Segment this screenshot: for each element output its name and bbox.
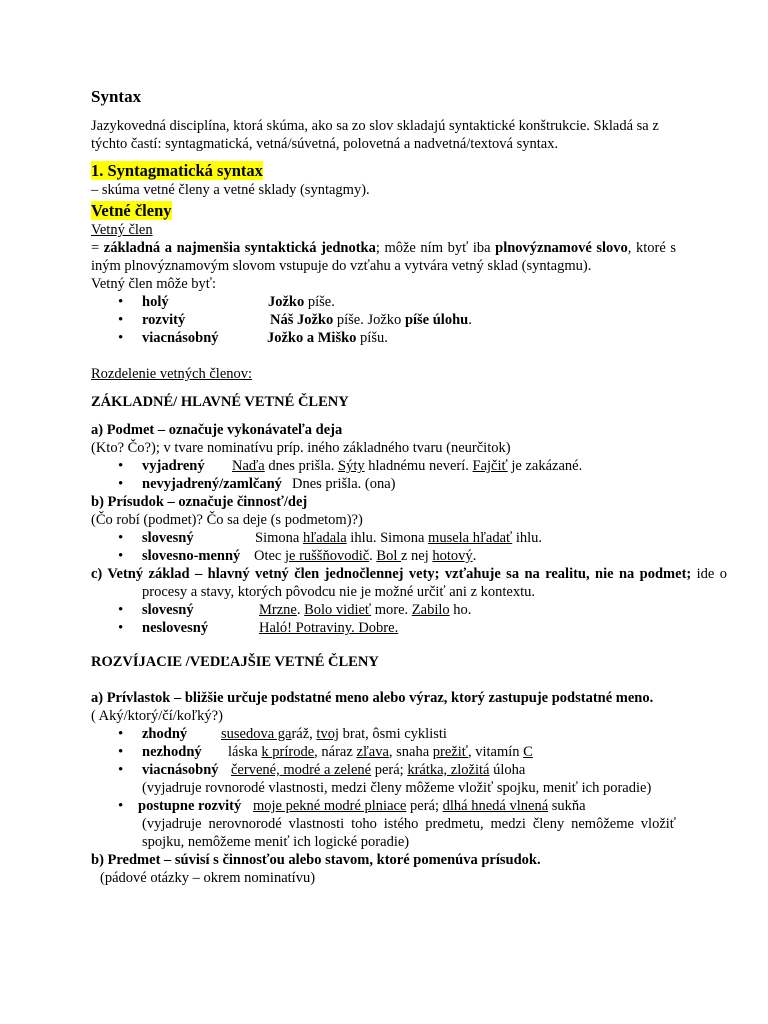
list-item: • postupne rozvitý moje pekné modré plniace perá; dlhá hnedá vlnená sukňa: [91, 797, 676, 815]
list-item-note: (vyjadruje nerovnorodé vlastnosti toho istého predmetu, medzi členy nemôžeme vložiť spojku, nemôžeme meniť ich logické poradie): [142, 816, 676, 850]
list-item: • vyjadrený Naďa dnes prišla. Sýty hladnému neverí. Fajčiť je zakázané.: [91, 457, 676, 475]
prisudok-question: (Čo robí (podmet)? Čo sa deje (s podmetom)?): [91, 512, 363, 528]
page-title: Syntax: [91, 87, 142, 106]
privlastok-heading: a) Prívlastok – bližšie určuje podstatné meno alebo výraz, ktorý zastupuje podstatné meno.: [91, 690, 654, 706]
document-page: [91, 86, 728, 887]
privlastok-question: ( Aký/ktorý/čí/koľký?): [91, 708, 223, 724]
podmet-question: (Kto? Čo?); v tvare nominatívu príp. iného základného tvaru (neurčitok): [91, 440, 511, 456]
list-item: • nevyjadrený/zamlčaný Dnes prišla. (ona): [91, 475, 676, 493]
vetny-clen-subheading: Vetný člen: [91, 222, 153, 238]
vetny-zaklad-heading: c) Vetný základ – hlavný vetný člen jednočlennej vety; vzťahuje sa na realitu, nie na podmet; ide o procesy a stavy, ktorých pôvodcu nie je možné určiť ani z kontextu.: [91, 566, 728, 600]
list-item: • rozvitý Náš Jožko píše. Jožko píše úlohu.: [91, 311, 676, 329]
list-item-note: (vyjadruje rovnorodé vlastnosti, medzi členy môžeme vložiť spojku, meniť ich poradie): [142, 780, 652, 796]
section-heading: 1. Syntagmatická syntax: [91, 161, 263, 180]
predmet-question: (pádové otázky – okrem nominatívu): [100, 870, 316, 886]
predmet-heading: b) Predmet – súvisí s činnosťou alebo stavom, ktoré pomenúva prísudok.: [91, 852, 541, 868]
list-item: • zhodný susedova garáž, tvoj brat, ôsmi cyklisti: [91, 725, 676, 743]
list-item: • slovesno-menný Otec je ruššňovodič. Bol z nej hotový.: [91, 547, 676, 565]
vetny-clen-definition: = základná a najmenšia syntaktická jednotka; môže ním byť iba plnovýznamové slovo, ktoré s iným plnovýznamovým slovom vstupuje do vzťahu a vytvára vetný sklad (syntagmu).: [91, 240, 677, 274]
intro-paragraph: Jazykovedná disciplína, ktorá skúma, ako sa zo slov skladajú syntaktické konštrukcie. Skladá sa z týchto častí: syntagmatická, vetná/súvetná, polovetná a nadvetná/textová syntax.: [91, 118, 659, 152]
section-description: – skúma vetné členy a vetné sklady (syntagmy).: [91, 182, 370, 198]
list-item: • viacnásobný červené, modré a zelené perá; krátka, zložitá úloha: [91, 761, 676, 779]
list-item: • holý Jožko píše.: [91, 293, 676, 311]
vetne-cleny-heading: Vetné členy: [91, 201, 172, 220]
vetny-clen-can-be: Vetný člen môže byť:: [91, 276, 216, 292]
list-item: • slovesný Mrzne. Bolo vidieť more. Zabilo ho.: [91, 601, 676, 619]
list-item: • slovesný Simona hľadala ihlu. Simona musela hľadať ihlu.: [91, 529, 676, 547]
rozdelenie-heading: Rozdelenie vetných členov:: [91, 366, 253, 382]
list-item: • viacnásobný Jožko a Miško píšu.: [91, 329, 676, 347]
zakladne-heading: ZÁKLADNÉ/ HLAVNÉ VETNÉ ČLENY: [91, 394, 349, 410]
section-syntagmaticka: [91, 161, 676, 181]
rozvijacie-heading: ROZVÍJACIE /VEDĽAJŠIE VETNÉ ČLENY: [91, 654, 379, 670]
podmet-heading: a) Podmet – označuje vykonávateľa deja: [91, 422, 343, 438]
list-item: • neslovesný Haló! Potraviny. Dobre.: [91, 619, 676, 637]
list-item: • nezhodný láska k prírode, náraz zľava, snaha prežiť, vitamín C: [91, 743, 676, 761]
vetne-cleny-heading-row: [91, 201, 676, 221]
prisudok-heading: b) Prísudok – označuje činnosť/dej: [91, 494, 308, 510]
